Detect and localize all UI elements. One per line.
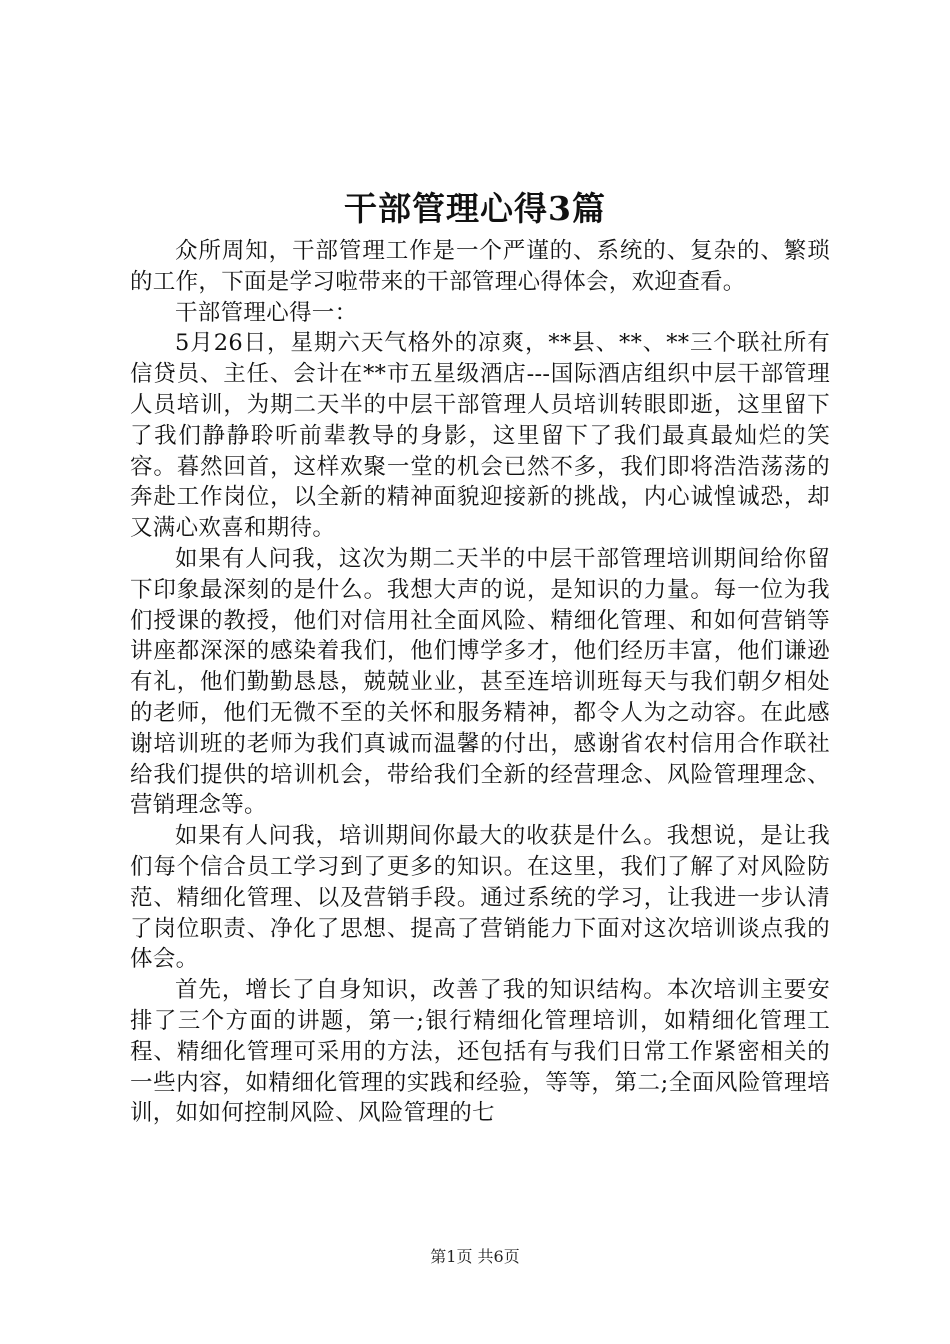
paragraph-first-point: 首先，增长了自身知识，改善了我的知识结构。本次培训主要安排了三个方面的讲题，第一;银行精细化管理培训，如精细化管理工程、精细化管理可采用的方法，还包括有与我们日常工作紧密相关的一些内容，如精细化管理的实践和经验，等等，第二;全面风险管理培训，如如何控制风险、风险管理的七 [130,977,830,1127]
paragraph-biggest-gain: 如果有人问我，培训期间你最大的收获是什么。我想说，是让我们每个信合员工学习到了更多的知识。在这里，我们了解了对风险防范、精细化管理、以及营销手段。通过系统的学习，让我进一步认清了岗位职责、净化了思想、提高了营销能力下面对这次培训谈点我的体会。 [130,823,830,973]
document-body [130,236,830,1129]
page-number-footer: 第1页 共6页 [430,1247,520,1266]
document-title: 干部管理心得3篇 [344,189,606,228]
paragraph-section-heading: 干部管理心得一： [175,299,358,326]
paragraph-intro: 众所周知，干部管理工作是一个严谨的、系统的、复杂的、繁琐的工作，下面是学习啦带来的干部管理心得体会，欢迎查看。 [130,238,830,295]
paragraph-training-date: 5月26日，星期六天气格外的凉爽，**县、**、**三个联社所有信贷员、主任、会计在**市五星级酒店---国际酒店组织中层干部管理人员培训，为期二天半的中层干部管理人员培训转眼即逝，这里留下了我们静静聆听前辈教导的身影，这里留下了我们最真最灿烂的笑容。暮然回首，这样欢聚一堂的机会已然不多，我们即将浩浩荡荡的奔赴工作岗位，以全新的精神面貌迎接新的挑战，内心诚惶诚恐，却又满心欢喜和期待。 [130,330,830,542]
paragraph-deepest-impression: 如果有人问我，这次为期二天半的中层干部管理培训期间给你留下印象最深刻的是什么。我想大声的说，是知识的力量。每一位为我们授课的教授，他们对信用社全面风险、精细化管理、和如何营销等讲座都深深的感染着我们，他们博学多才，他们经历丰富，他们谦逊有礼，他们勤勤恳恳，兢兢业业，甚至连培训班每天与我们朝夕相处的老师，他们无微不至的关怀和服务精神，都令人为之动容。在此感谢培训班的老师为我们真诚而温馨的付出，感谢省农村信用合作联社给我们提供的培训机会，带给我们全新的经营理念、风险管理理念、营销理念等。 [130,545,830,819]
